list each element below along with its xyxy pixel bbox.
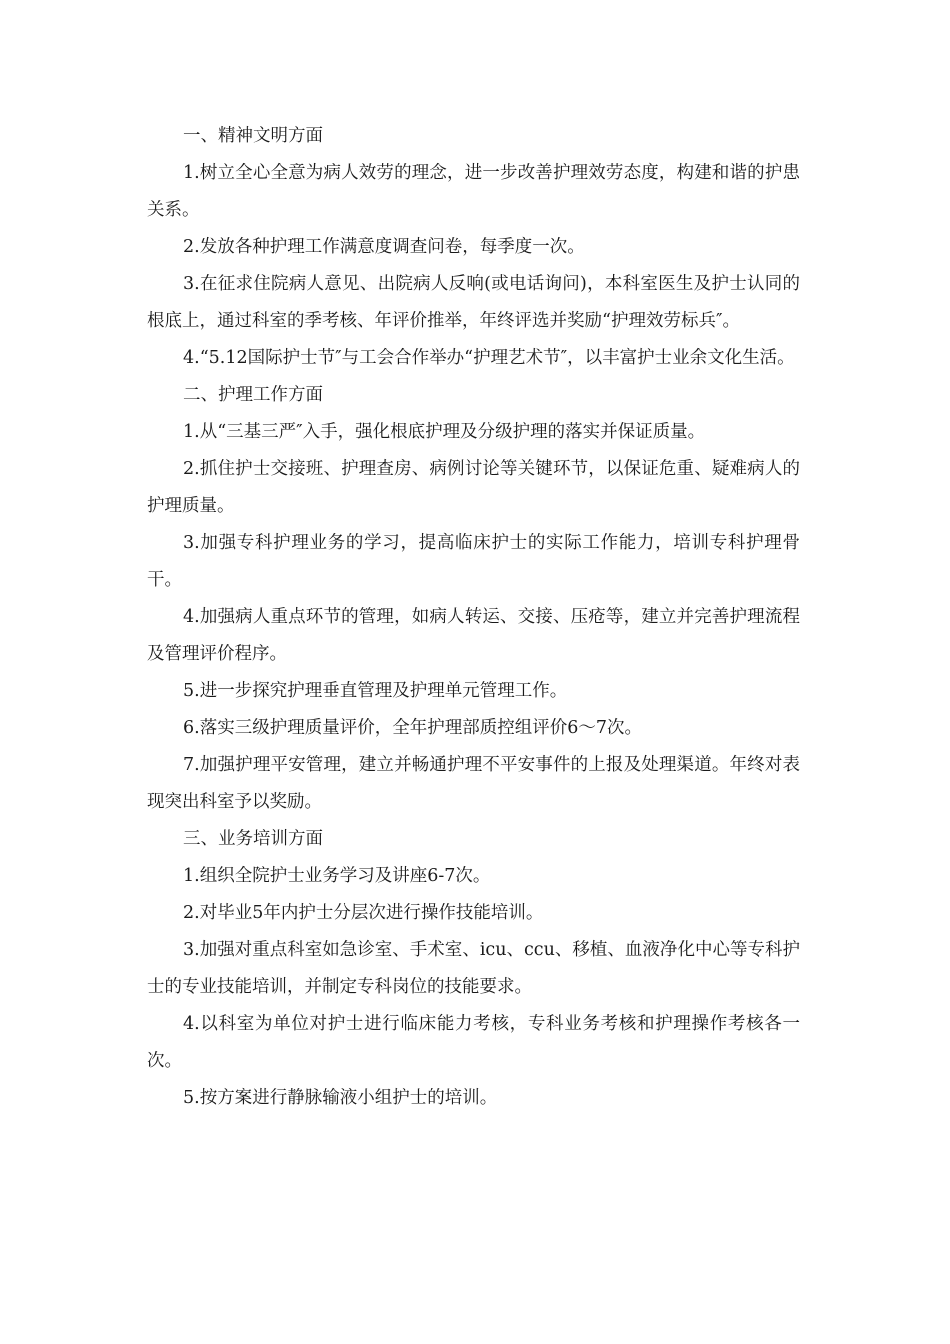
paragraph-item: 2.发放各种护理工作满意度调查问卷，每季度一次。 xyxy=(183,237,585,257)
paragraph-item: 6.落实三级护理质量评价，全年护理部质控组评价6～7次。 xyxy=(183,718,642,738)
paragraph-item: 1.组织全院护士业务学习及讲座6-7次。 xyxy=(183,866,491,886)
paragraph-item: 2.抓住护士交接班、护理查房、病例讨论等关键环节，以保证危重、疑难病人的护理质量。 xyxy=(147,459,800,516)
paragraph-item: 5.按方案进行静脉输液小组护士的培训。 xyxy=(183,1088,498,1108)
paragraph-item: 1.从“三基三严″入手，强化根底护理及分级护理的落实并保证质量。 xyxy=(183,422,706,442)
paragraph-item: 5.进一步探究护理垂直管理及护理单元管理工作。 xyxy=(183,681,568,701)
section-heading-1: 一、精神文明方面 xyxy=(183,126,323,146)
paragraph-item: 1.树立全心全意为病人效劳的理念，进一步改善护理效劳态度，构建和谐的护患关系。 xyxy=(147,163,800,220)
paragraph-item: 3.在征求住院病人意见、出院病人反响(或电话询问)，本科室医生及护士认同的根底上，通过科室的季考核、年评价推举，年终评选并奖励“护理效劳标兵″。 xyxy=(147,274,800,331)
paragraph-item: 4.加强病人重点环节的管理，如病人转运、交接、压疮等，建立并完善护理流程及管理评价程序。 xyxy=(147,607,800,664)
paragraph-item: 7.加强护理平安管理，建立并畅通护理不平安事件的上报及处理渠道。年终对表现突出科室予以奖励。 xyxy=(147,755,800,812)
document-body xyxy=(147,118,800,1117)
paragraph-item: 3.加强对重点科室如急诊室、手术室、icu、ccu、移植、血液净化中心等专科护士的专业技能培训，并制定专科岗位的技能要求。 xyxy=(147,940,800,997)
section-heading-2: 二、护理工作方面 xyxy=(183,385,323,405)
paragraph-item: 2.对毕业5年内护士分层次进行操作技能培训。 xyxy=(183,903,544,923)
paragraph-item: 3.加强专科护理业务的学习，提高临床护士的实际工作能力，培训专科护理骨干。 xyxy=(147,533,800,590)
section-heading-3: 三、业务培训方面 xyxy=(183,829,323,849)
paragraph-item: 4.“5.12国际护士节″与工会合作举办“护理艺术节″，以丰富护士业余文化生活。 xyxy=(183,348,795,368)
paragraph-item: 4.以科室为单位对护士进行临床能力考核，专科业务考核和护理操作考核各一次。 xyxy=(147,1014,800,1071)
